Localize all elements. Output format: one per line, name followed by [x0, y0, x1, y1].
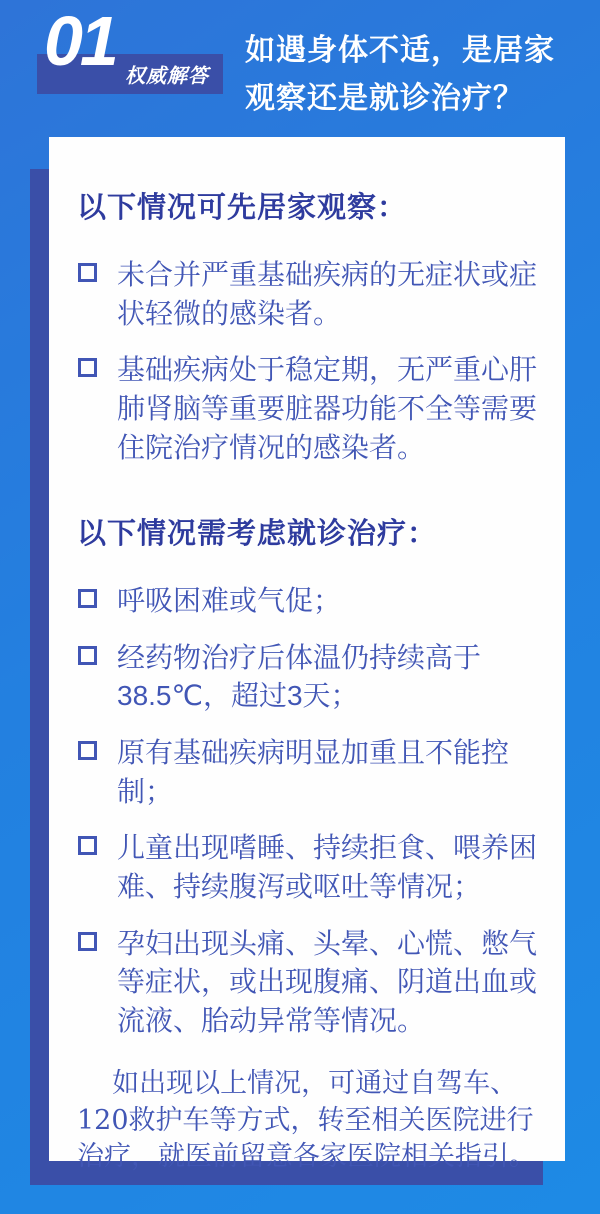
section-number: 01 [44, 2, 116, 80]
home-observation-checklist [77, 256, 545, 467]
badge-label: 权威解答 [125, 65, 209, 88]
seek-treatment-checklist [77, 582, 545, 1040]
checklist-item-text: 未合并严重基础疾病的无症状或症状轻微的感染者。 [117, 259, 538, 329]
footer-note: 如出现以上情况，可通过自驾车、120救护车等方式，转至相关医院进行治疗，就医前留意各家医院相关指引。 [77, 1068, 536, 1172]
checklist-item [77, 829, 545, 906]
checkbox-icon [78, 589, 97, 608]
checklist-item [77, 639, 545, 716]
checklist-item-text: 基础疾病处于稳定期，无严重心肝肺肾脑等重要脏器功能不全等需要住院治疗情况的感染者。 [117, 354, 538, 463]
checkbox-icon [78, 836, 97, 855]
checklist-item-text: 经药物治疗后体温仍持续高于38.5℃，超过3天； [117, 641, 482, 712]
poster-header [0, 0, 600, 137]
checkbox-icon [78, 358, 97, 377]
checklist-item [77, 582, 545, 621]
checklist-item [77, 925, 545, 1041]
content-card [49, 137, 565, 1172]
checklist-item-text: 原有基础疾病明显加重且不能控制； [117, 737, 510, 807]
checklist-item-text: 儿童出现嗜睡、持续拒食、喂养困难、持续腹泻或呕吐等情况； [117, 832, 538, 902]
checkbox-icon [78, 932, 97, 951]
checkbox-icon [78, 646, 97, 665]
section-heading-seek-treatment: 以下情况需考虑就诊治疗： [77, 518, 438, 551]
checklist-item [77, 351, 545, 467]
checkbox-icon [78, 741, 97, 760]
page-title [245, 27, 555, 123]
page-title-line-2: 观察还是就诊治疗？ [245, 82, 524, 115]
checkbox-icon [78, 263, 97, 282]
checklist-item [77, 256, 545, 333]
checklist-item-text: 孕妇出现头痛、头晕、心慌、憋气等症状，或出现腹痛、阴道出血或流液、胎动异常等情况。 [117, 927, 538, 1036]
checklist-item [77, 734, 545, 811]
checklist-item-text: 呼吸困难或气促； [117, 585, 342, 617]
page-title-line-1: 如遇身体不适，是居家 [245, 34, 555, 67]
section-heading-home-observation: 以下情况可先居家观察： [77, 192, 408, 224]
